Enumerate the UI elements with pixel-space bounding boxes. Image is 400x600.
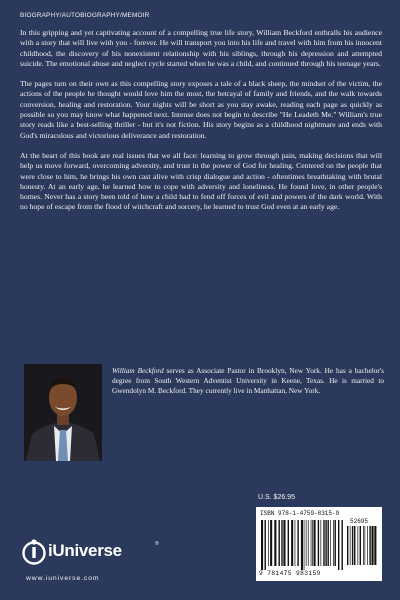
barcode-bar bbox=[279, 520, 280, 566]
barcode-bar bbox=[369, 526, 370, 565]
barcode-bar bbox=[308, 520, 309, 566]
author-bio-text: serves as Associate Pastor in Brooklyn, New York. He has a bachelor's degree from South Western Adventist University in Keene, Texas. He is married to Gwendolyn M. Beckford. They currently live in Manhattan, New York. bbox=[112, 366, 384, 396]
isbn-number: ISBN 978-1-4759-8315-9 bbox=[260, 510, 340, 517]
barcode-bar bbox=[325, 520, 326, 566]
barcode-bar bbox=[291, 520, 293, 566]
barcode-bar bbox=[281, 520, 282, 566]
barcode-bar bbox=[365, 526, 366, 565]
barcode-bar bbox=[261, 520, 263, 570]
barcode-bar bbox=[295, 520, 296, 566]
barcode-bar bbox=[363, 526, 364, 565]
registered-mark: ® bbox=[155, 541, 159, 547]
publisher-logo bbox=[22, 536, 162, 566]
barcode-bar bbox=[312, 520, 313, 566]
barcode-bar bbox=[330, 520, 331, 566]
description-paragraph-3: At the heart of this book are real issues that we all face: learning to grow through pain, making decisions that will help us move forward, overcoming adversity, and trust in the power of God for healing. Centered on the people that were close to him, he brings his own cast alive with crisp dialogue and action - oftentimes breathtaking with brutal honesty. At an early age, he learned how to cope with adversity and loneliness. He found love, in other people's homes. Never has a story been told of how a child had to fend off forces of evil and powers of the dark world. With no hope of escape from the flood of witchcraft and sorcery, he learned to trust God even at an early age. bbox=[20, 150, 382, 212]
barcode-bar bbox=[288, 520, 289, 566]
barcode-bar bbox=[274, 520, 276, 566]
barcode-bar bbox=[283, 520, 285, 566]
barcode-bar bbox=[358, 526, 359, 565]
author-bio bbox=[112, 366, 384, 397]
author-section bbox=[24, 364, 382, 464]
iuniverse-logo-icon bbox=[22, 536, 46, 566]
ean-barcode bbox=[260, 520, 344, 570]
author-photo bbox=[24, 364, 102, 461]
barcode-bar bbox=[372, 526, 374, 565]
ean-digits: 9 781475 983159 bbox=[259, 570, 321, 577]
barcode-bar bbox=[321, 520, 322, 566]
book-description bbox=[20, 28, 382, 223]
barcode-bar bbox=[352, 526, 353, 565]
publisher-name: iUniverse bbox=[48, 541, 122, 560]
barcode-bar bbox=[354, 526, 355, 565]
barcode-bar bbox=[304, 520, 305, 570]
barcode-bar bbox=[338, 520, 339, 570]
barcode-bar bbox=[318, 520, 319, 566]
barcode-bar bbox=[268, 520, 269, 566]
price-code: 52695 bbox=[350, 518, 369, 525]
barcode-bar bbox=[347, 526, 348, 565]
barcode-bar bbox=[374, 526, 376, 565]
description-paragraph-1: In this gripping and yet captivating account of a compelling true life story, William Beckford enthralls his audience with a story that will live with you - forever. He will transport you into his life and travel with him from his innocent childhood, the discovery of his nonexistent relationship with his siblings, through his depression and attempted suicide. The emotional abuse and neglect cycle started when he was a child, and continued through his teenage years. bbox=[20, 28, 382, 68]
barcode-bar bbox=[350, 526, 351, 565]
author-name: William Beckford bbox=[112, 366, 164, 375]
author-portrait-image bbox=[24, 364, 102, 461]
barcode-bar bbox=[360, 526, 361, 565]
price-barcode bbox=[346, 526, 378, 569]
barcode-bar bbox=[311, 520, 312, 566]
barcode-bar bbox=[328, 520, 329, 566]
description-paragraph-2: The pages turn on their own as this compelling story exposes a tale of a black sheep, the mindset of the victim, the actions of the people he thought would love him the most, the betrayal of family and friends, and the walk towards conversion, healing and restoration. Your nights will be short as you stay awake, reading each page as quickly as possible so you may know what happened next. Intense does not begin to describe "He Leadeth Me." William's true story reads like a best-selling thriller - but it's not fiction. His story begins as a childhood nightmare and ends with God's miraculous and victorious deliverance and restoration. bbox=[20, 79, 382, 140]
barcode-bar bbox=[297, 520, 298, 566]
barcode-bar bbox=[342, 520, 343, 570]
barcode-area bbox=[256, 507, 382, 581]
barcode-bar bbox=[306, 520, 307, 566]
barcode-bar bbox=[314, 520, 316, 566]
category-label: BIOGRAPHY/AUTOBIOGRAPHY/MEMOIR bbox=[20, 12, 150, 19]
barcode-bar bbox=[335, 520, 336, 566]
barcode-bar bbox=[270, 520, 272, 566]
barcode-bar bbox=[333, 520, 334, 566]
barcode-bar bbox=[301, 520, 303, 570]
barcode-bar bbox=[265, 520, 266, 570]
barcode-bar bbox=[323, 520, 324, 566]
price-label: U.S. $26.95 bbox=[258, 494, 295, 501]
publisher-website: www.iuniverse.com bbox=[26, 575, 100, 582]
barcode-bar bbox=[367, 526, 368, 565]
